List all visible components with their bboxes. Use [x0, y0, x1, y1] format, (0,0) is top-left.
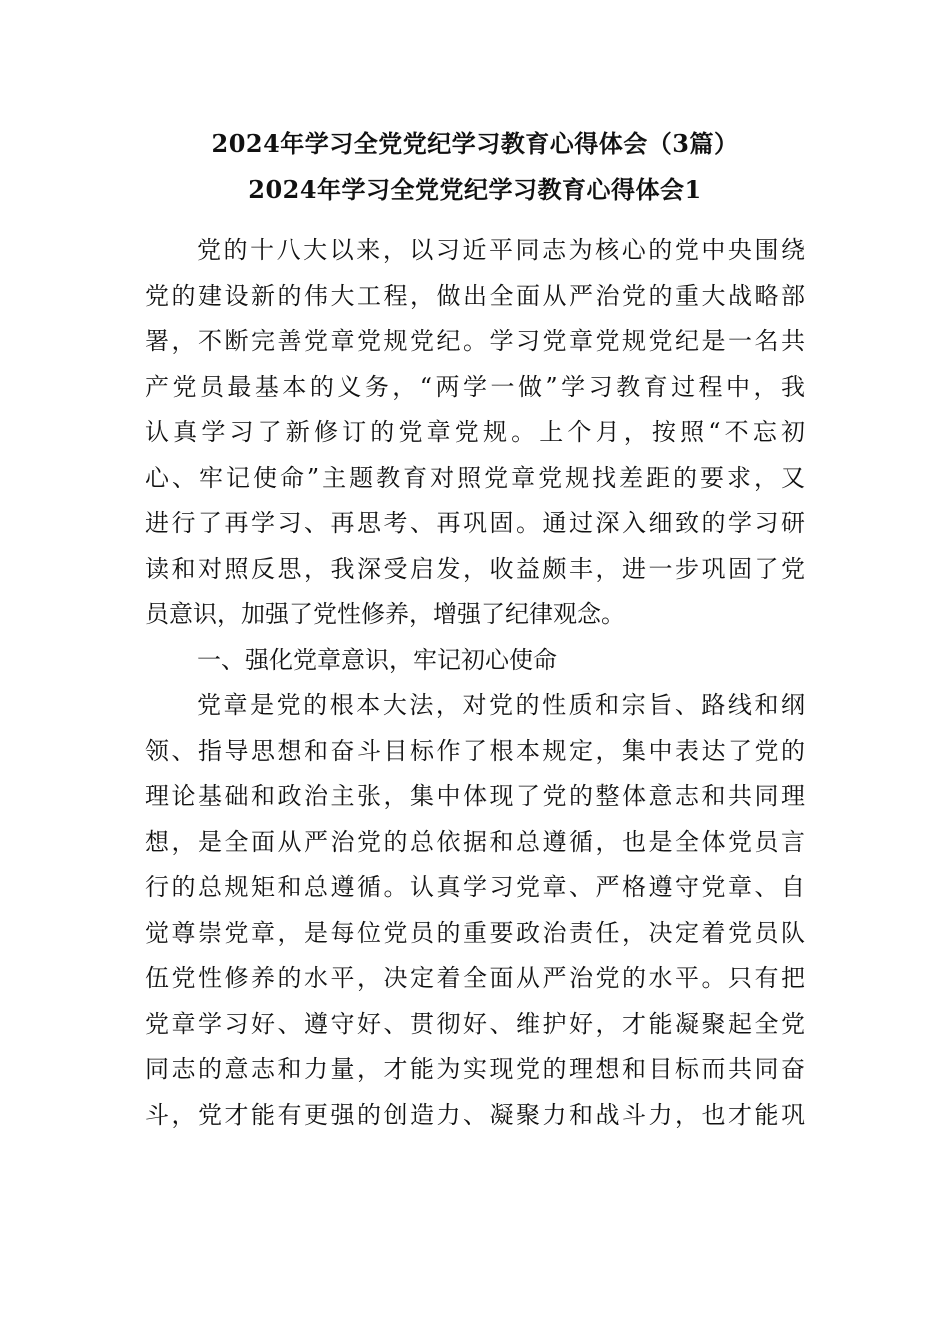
paragraph-line: 署，不断完善党章党规党纪。学习党章党规党纪是一名共	[145, 327, 805, 355]
paragraph-line: 认真学习了新修订的党章党规。上个月，按照“不忘初	[145, 418, 805, 446]
paragraph-line: 进行了再学习、再思考、再巩固。通过深入细致的学习研	[145, 509, 805, 537]
section-heading: 一、强化党章意识，牢记初心使命	[197, 645, 557, 674]
paragraph-line: 产党员最基本的义务，“两学一做”学习教育过程中，我	[145, 372, 805, 401]
paragraph-line: 读和对照反思，我深受启发，收益颇丰，进一步巩固了党	[145, 554, 805, 583]
paragraph-line: 同志的意志和力量，才能为实现党的理想和目标而共同奋	[145, 1055, 805, 1083]
section-title: 2024年学习全党党纪学习教育心得体会1	[248, 175, 702, 204]
document-body	[145, 228, 805, 1138]
paragraph-line: 员意识，加强了党性修养，增强了纪律观念。	[145, 600, 625, 628]
paragraph-line: 想，是全面从严治党的总依据和总遵循，也是全体党员言	[145, 827, 805, 856]
paragraph-line: 伍党性修养的水平，决定着全面从严治党的水平。只有把	[145, 964, 805, 992]
paragraph-line: 领、指导思想和奋斗目标作了根本规定，集中表达了党的	[145, 736, 805, 765]
paragraph-line: 行的总规矩和总遵循。认真学习党章、严格遵守党章、自	[145, 873, 805, 901]
paragraph-line: 心、牢记使命”主题教育对照党章党规找差距的要求，又	[145, 463, 805, 492]
document-title: 2024年学习全党党纪学习教育心得体会（3篇）	[211, 129, 739, 158]
paragraph-line: 觉尊崇党章，是每位党员的重要政治责任，决定着党员队	[145, 918, 805, 947]
paragraph-line: 理论基础和政治主张，集中体现了党的整体意志和共同理	[145, 782, 805, 810]
paragraph-line: 党章学习好、遵守好、贯彻好、维护好，才能凝聚起全党	[145, 1009, 805, 1038]
paragraph-line: 斗，党才能有更强的创造力、凝聚力和战斗力，也才能巩	[145, 1100, 805, 1129]
paragraph-line: 党的十八大以来，以习近平同志为核心的党中央围绕	[197, 236, 805, 264]
paragraph-line: 党的建设新的伟大工程，做出全面从严治党的重大战略部	[145, 281, 805, 310]
paragraph-line: 党章是党的根本大法，对党的性质和宗旨、路线和纲	[197, 691, 805, 719]
